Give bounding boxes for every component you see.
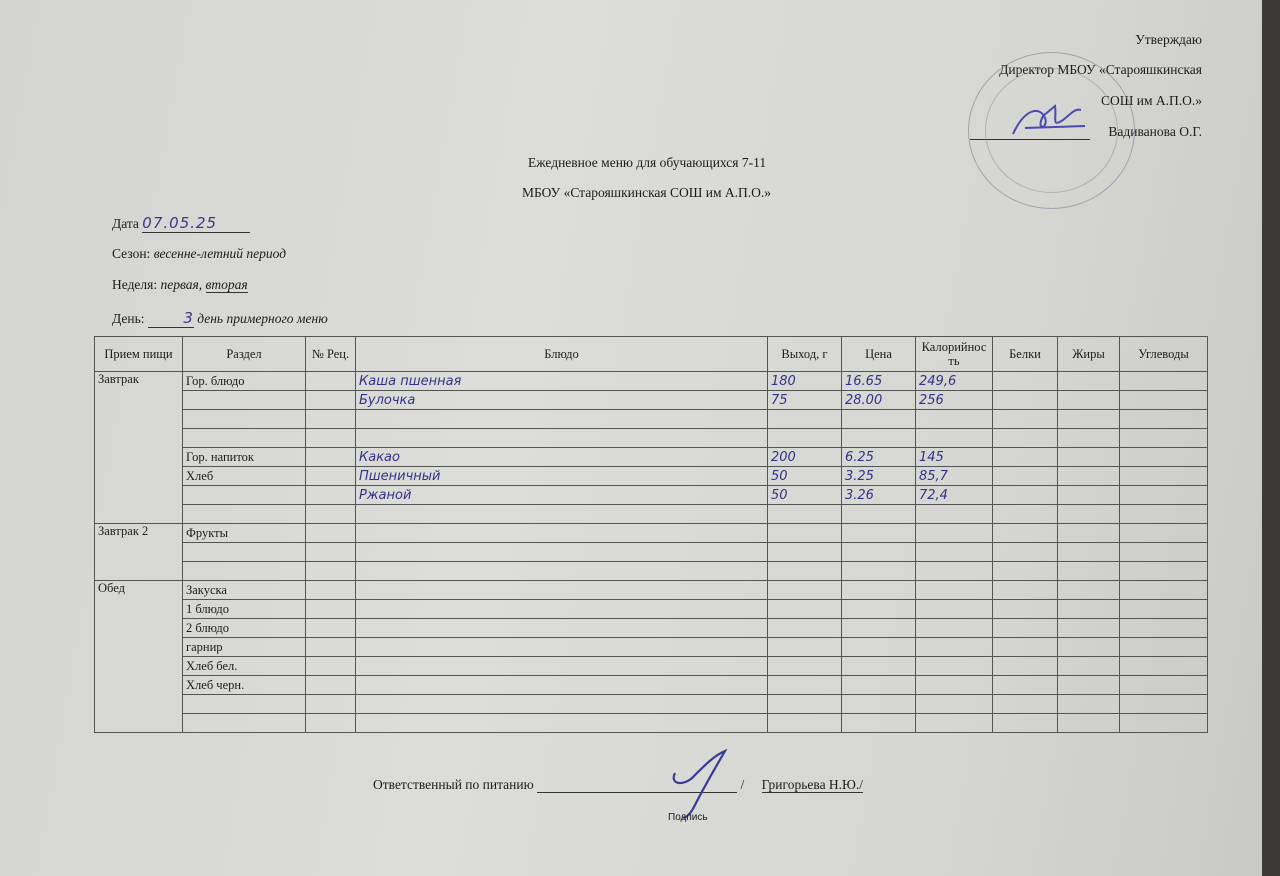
- dish-cell: [356, 695, 768, 714]
- header-section: Раздел: [183, 337, 306, 372]
- price-cell: 3.25: [842, 467, 916, 486]
- section-cell: [183, 543, 306, 562]
- calories-cell: 72,4: [916, 486, 993, 505]
- recipe-cell: [306, 410, 356, 429]
- recipe-cell: [306, 524, 356, 543]
- carbs-cell: [1120, 695, 1208, 714]
- carbs-cell: [1120, 600, 1208, 619]
- section-cell: [183, 410, 306, 429]
- responsible-label: Ответственный по питанию: [373, 777, 534, 792]
- dish-cell: [356, 676, 768, 695]
- header-proteins: Белки: [993, 337, 1058, 372]
- proteins-cell: [993, 467, 1058, 486]
- dish-cell: [356, 600, 768, 619]
- output-cell: [768, 562, 842, 581]
- output-cell: 75: [768, 391, 842, 410]
- calories-cell: [916, 429, 993, 448]
- carbs-cell: [1120, 448, 1208, 467]
- output-cell: [768, 657, 842, 676]
- recipe-cell: [306, 619, 356, 638]
- proteins-cell: [993, 448, 1058, 467]
- week-label: Неделя:: [112, 277, 158, 292]
- proteins-cell: [993, 676, 1058, 695]
- table-row: [95, 638, 1208, 657]
- table-row: [95, 562, 1208, 581]
- proteins-cell: [993, 543, 1058, 562]
- carbs-cell: [1120, 714, 1208, 733]
- dish-cell: [356, 524, 768, 543]
- day-suffix: день примерного меню: [197, 311, 328, 326]
- fats-cell: [1058, 429, 1120, 448]
- calories-cell: [916, 714, 993, 733]
- date-label: Дата: [112, 216, 139, 231]
- calories-cell: [916, 676, 993, 695]
- price-cell: 16.65: [842, 372, 916, 391]
- week-value-second: вторая: [205, 277, 248, 292]
- price-cell: 6.25: [842, 448, 916, 467]
- section-cell: [183, 714, 306, 733]
- fats-cell: [1058, 372, 1120, 391]
- table-row: [95, 505, 1208, 524]
- carbs-cell: [1120, 429, 1208, 448]
- dish-cell: [356, 657, 768, 676]
- proteins-cell: [993, 562, 1058, 581]
- output-cell: [768, 524, 842, 543]
- footer-slash: /: [740, 777, 745, 792]
- output-cell: 50: [768, 486, 842, 505]
- dish-cell: Пшеничный: [356, 467, 768, 486]
- carbs-cell: [1120, 486, 1208, 505]
- price-cell: 28.00: [842, 391, 916, 410]
- recipe-cell: [306, 695, 356, 714]
- carbs-cell: [1120, 505, 1208, 524]
- menu-table: [94, 336, 1208, 733]
- dish-cell: [356, 505, 768, 524]
- proteins-cell: [993, 410, 1058, 429]
- meal-cell: Завтрак 2: [95, 524, 183, 581]
- dish-cell: [356, 714, 768, 733]
- table-row: [95, 467, 1208, 486]
- output-cell: [768, 581, 842, 600]
- proteins-cell: [993, 486, 1058, 505]
- dish-cell: [356, 410, 768, 429]
- calories-cell: [916, 505, 993, 524]
- proteins-cell: [993, 524, 1058, 543]
- price-cell: [842, 657, 916, 676]
- carbs-cell: [1120, 524, 1208, 543]
- table-row: [95, 657, 1208, 676]
- calories-cell: [916, 695, 993, 714]
- output-cell: 50: [768, 467, 842, 486]
- season-value: весенне-летний период: [153, 246, 287, 261]
- proteins-cell: [993, 600, 1058, 619]
- table-row: [95, 581, 1208, 600]
- recipe-cell: [306, 467, 356, 486]
- price-cell: [842, 505, 916, 524]
- header-output: Выход, г: [768, 337, 842, 372]
- output-cell: [768, 505, 842, 524]
- date-value: 07.05.25: [142, 214, 250, 233]
- fats-cell: [1058, 638, 1120, 657]
- output-cell: 200: [768, 448, 842, 467]
- output-cell: 180: [768, 372, 842, 391]
- carbs-cell: [1120, 410, 1208, 429]
- price-cell: [842, 543, 916, 562]
- header-recipe-no: № Рец.: [306, 337, 356, 372]
- proteins-cell: [993, 505, 1058, 524]
- output-cell: [768, 429, 842, 448]
- signature-caption: Подпись: [668, 812, 708, 823]
- price-cell: [842, 714, 916, 733]
- fats-cell: [1058, 505, 1120, 524]
- calories-cell: [916, 638, 993, 657]
- carbs-cell: [1120, 676, 1208, 695]
- proteins-cell: [993, 714, 1058, 733]
- proteins-cell: [993, 638, 1058, 657]
- table-row: [95, 600, 1208, 619]
- recipe-cell: [306, 372, 356, 391]
- section-cell: Гор. напиток: [183, 448, 306, 467]
- price-cell: [842, 581, 916, 600]
- section-cell: Хлеб черн.: [183, 676, 306, 695]
- fats-cell: [1058, 524, 1120, 543]
- proteins-cell: [993, 372, 1058, 391]
- recipe-cell: [306, 714, 356, 733]
- section-cell: Гор. блюдо: [183, 372, 306, 391]
- section-cell: Фрукты: [183, 524, 306, 543]
- table-row: [95, 695, 1208, 714]
- price-cell: [842, 410, 916, 429]
- dish-cell: [356, 562, 768, 581]
- calories-cell: 85,7: [916, 467, 993, 486]
- calories-cell: [916, 657, 993, 676]
- approval-line2: СОШ им А.П.О.»: [1100, 93, 1202, 108]
- menu-heading-line1: Ежедневное меню для обучающихся 7-11: [528, 155, 767, 170]
- price-cell: [842, 619, 916, 638]
- dish-cell: [356, 543, 768, 562]
- menu-heading-line2: МБОУ «Старояшкинская СОШ им А.П.О.»: [522, 185, 772, 200]
- table-row: [95, 676, 1208, 695]
- day-value: 3: [148, 309, 194, 328]
- section-cell: [183, 391, 306, 410]
- calories-cell: [916, 619, 993, 638]
- dish-cell: [356, 581, 768, 600]
- proteins-cell: [993, 619, 1058, 638]
- fats-cell: [1058, 486, 1120, 505]
- section-cell: Хлеб бел.: [183, 657, 306, 676]
- recipe-cell: [306, 543, 356, 562]
- fats-cell: [1058, 676, 1120, 695]
- table-row: [95, 524, 1208, 543]
- meal-cell: Завтрак: [95, 372, 183, 524]
- output-cell: [768, 676, 842, 695]
- table-row: [95, 543, 1208, 562]
- dish-cell: Какао: [356, 448, 768, 467]
- carbs-cell: [1120, 562, 1208, 581]
- calories-cell: [916, 410, 993, 429]
- dish-cell: Каша пшенная: [356, 372, 768, 391]
- price-cell: [842, 429, 916, 448]
- recipe-cell: [306, 581, 356, 600]
- carbs-cell: [1120, 657, 1208, 676]
- output-cell: [768, 543, 842, 562]
- output-cell: [768, 638, 842, 657]
- fats-cell: [1058, 467, 1120, 486]
- section-cell: 2 блюдо: [183, 619, 306, 638]
- calories-cell: 145: [916, 448, 993, 467]
- calories-cell: [916, 600, 993, 619]
- table-row: [95, 391, 1208, 410]
- output-cell: [768, 600, 842, 619]
- table-row: [95, 448, 1208, 467]
- section-cell: [183, 695, 306, 714]
- section-cell: [183, 486, 306, 505]
- fats-cell: [1058, 543, 1120, 562]
- recipe-cell: [306, 505, 356, 524]
- director-signature: [1005, 98, 1095, 143]
- proteins-cell: [993, 581, 1058, 600]
- header-calories: Калорийность: [916, 337, 993, 372]
- approval-signer: Вадиванова О.Г.: [1108, 124, 1202, 139]
- output-cell: [768, 410, 842, 429]
- recipe-cell: [306, 676, 356, 695]
- header-dish: Блюдо: [356, 337, 768, 372]
- dish-cell: [356, 619, 768, 638]
- table-row: [95, 619, 1208, 638]
- carbs-cell: [1120, 581, 1208, 600]
- dish-cell: Ржаной: [356, 486, 768, 505]
- dish-cell: Булочка: [356, 391, 768, 410]
- dish-cell: [356, 638, 768, 657]
- table-row: [95, 410, 1208, 429]
- approval-title: Утверждаю: [1135, 32, 1202, 47]
- recipe-cell: [306, 448, 356, 467]
- price-cell: [842, 600, 916, 619]
- fats-cell: [1058, 581, 1120, 600]
- header-meal: Прием пищи: [95, 337, 183, 372]
- carbs-cell: [1120, 638, 1208, 657]
- fats-cell: [1058, 657, 1120, 676]
- recipe-cell: [306, 638, 356, 657]
- recipe-cell: [306, 429, 356, 448]
- output-cell: [768, 695, 842, 714]
- season-label: Сезон:: [112, 246, 151, 261]
- dish-cell: [356, 429, 768, 448]
- table-header-row: [95, 337, 1208, 372]
- fats-cell: [1058, 448, 1120, 467]
- calories-cell: [916, 581, 993, 600]
- carbs-cell: [1120, 467, 1208, 486]
- fats-cell: [1058, 714, 1120, 733]
- price-cell: [842, 676, 916, 695]
- carbs-cell: [1120, 391, 1208, 410]
- recipe-cell: [306, 486, 356, 505]
- table-row: [95, 714, 1208, 733]
- fats-cell: [1058, 695, 1120, 714]
- calories-cell: 256: [916, 391, 993, 410]
- section-cell: гарнир: [183, 638, 306, 657]
- table-row: [95, 486, 1208, 505]
- section-cell: Хлеб: [183, 467, 306, 486]
- section-cell: Закуска: [183, 581, 306, 600]
- meal-cell: Обед: [95, 581, 183, 733]
- header-price: Цена: [842, 337, 916, 372]
- section-cell: 1 блюдо: [183, 600, 306, 619]
- header-carbs: Углеводы: [1120, 337, 1208, 372]
- day-label: День:: [112, 311, 145, 326]
- recipe-cell: [306, 600, 356, 619]
- carbs-cell: [1120, 543, 1208, 562]
- responsible-name: Григорьева Н.Ю./: [761, 777, 864, 792]
- output-cell: [768, 714, 842, 733]
- fats-cell: [1058, 600, 1120, 619]
- fats-cell: [1058, 391, 1120, 410]
- fats-cell: [1058, 619, 1120, 638]
- carbs-cell: [1120, 619, 1208, 638]
- recipe-cell: [306, 391, 356, 410]
- carbs-cell: [1120, 372, 1208, 391]
- price-cell: [842, 524, 916, 543]
- section-cell: [183, 429, 306, 448]
- proteins-cell: [993, 695, 1058, 714]
- fats-cell: [1058, 410, 1120, 429]
- header-fats: Жиры: [1058, 337, 1120, 372]
- price-cell: [842, 562, 916, 581]
- section-cell: [183, 562, 306, 581]
- proteins-cell: [993, 391, 1058, 410]
- fats-cell: [1058, 562, 1120, 581]
- table-row: [95, 372, 1208, 391]
- approval-line1: Директор МБОУ «Старояшкинская: [999, 62, 1202, 77]
- price-cell: 3.26: [842, 486, 916, 505]
- calories-cell: 249,6: [916, 372, 993, 391]
- week-value-first: первая,: [160, 277, 203, 292]
- price-cell: [842, 695, 916, 714]
- recipe-cell: [306, 657, 356, 676]
- calories-cell: [916, 562, 993, 581]
- calories-cell: [916, 543, 993, 562]
- output-cell: [768, 619, 842, 638]
- recipe-cell: [306, 562, 356, 581]
- section-cell: [183, 505, 306, 524]
- table-row: [95, 429, 1208, 448]
- calories-cell: [916, 524, 993, 543]
- price-cell: [842, 638, 916, 657]
- proteins-cell: [993, 657, 1058, 676]
- proteins-cell: [993, 429, 1058, 448]
